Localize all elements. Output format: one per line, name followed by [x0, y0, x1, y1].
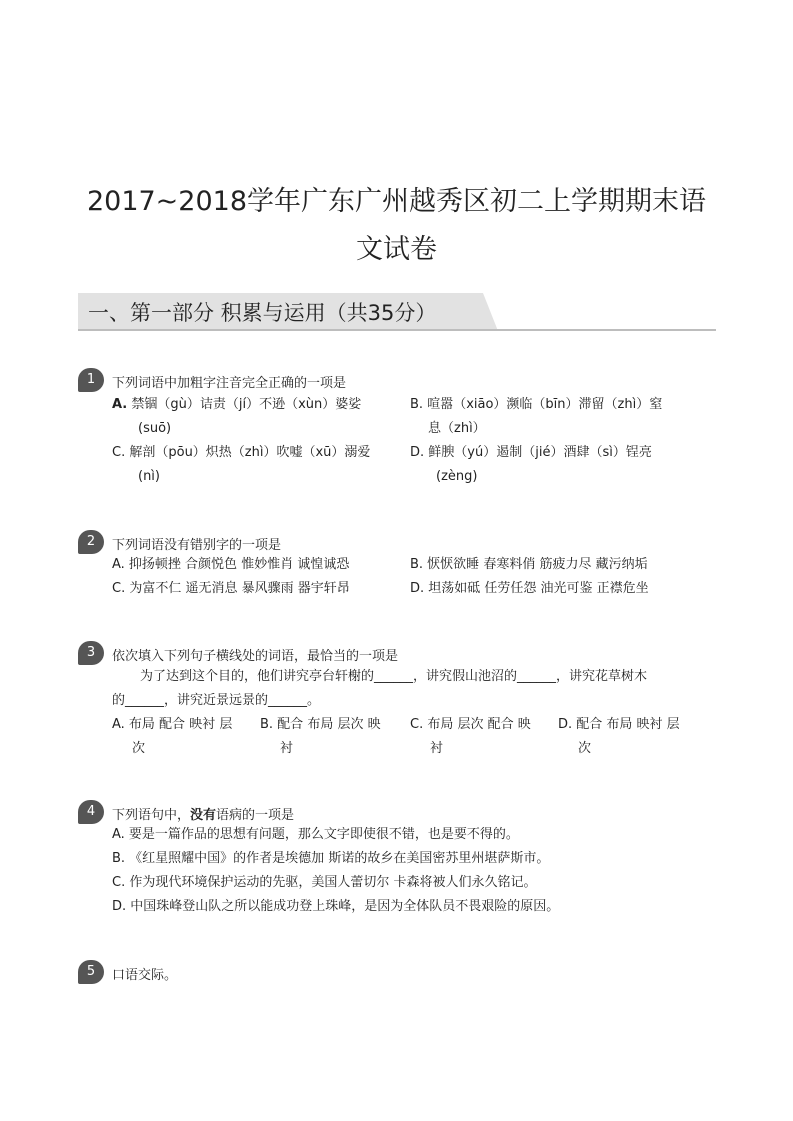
option-text: 解剖（pōu）炽热（zhì）吹嘘（xū）溺爱	[129, 445, 371, 460]
option-a[interactable]: A. 要是一篇作品的思想有问题，那么文字即使很不错，也是要不得的。	[112, 827, 519, 842]
option-letter: B.	[410, 397, 424, 412]
option-letter: A.	[112, 397, 128, 412]
option-d[interactable]: D. 中国珠峰登山队之所以能成功登上珠峰，是因为全体队员不畏艰险的原因。	[112, 899, 560, 914]
option-text-cont: (nì)	[138, 469, 160, 484]
option-d[interactable]	[558, 713, 680, 761]
question-stem: 依次填入下列句子横线处的词语，最恰当的一项是	[112, 649, 399, 664]
option-text: 喧嚣（xiāo）濒临（bīn）滞留（zhì）窒	[427, 397, 663, 412]
option-a[interactable]	[112, 393, 412, 441]
question-stem: 下列词语中加粗字注音完全正确的一项是	[112, 376, 347, 391]
option-letter: C.	[112, 445, 126, 460]
question-stem: 口语交际。	[112, 968, 178, 983]
option-c[interactable]	[112, 441, 412, 489]
question-1	[78, 368, 718, 492]
passage-line-1: 为了达到这个目的，他们讲究亭台轩榭的______，讲究假山池沼的______，讲究花草树木	[140, 669, 648, 684]
stem-text: 语病的一项是	[216, 808, 295, 823]
option-c[interactable]: C. 作为现代环境保护运动的先驱，美国人蕾切尔 卡森将被人们永久铭记。	[112, 875, 537, 890]
question-stem	[112, 804, 294, 823]
option-text: 鲜腴（yú）遏制（jié）酒肆（sì）锃亮	[428, 445, 652, 460]
option-text-cont: 次	[578, 741, 592, 756]
question-3	[78, 641, 718, 766]
passage-line-2: 的______，讲究近景远景的______。	[112, 693, 321, 708]
option-c[interactable]	[410, 713, 531, 761]
option-b[interactable]	[410, 393, 710, 441]
section-divider	[78, 329, 716, 331]
option-text-cont: 衬	[430, 741, 444, 756]
option-b[interactable]: B. 恹恹欲睡 春寒料俏 筋疲力尽 藏污纳垢	[410, 557, 648, 572]
question-4	[78, 800, 718, 925]
option-b[interactable]	[260, 713, 381, 761]
question-2	[78, 530, 718, 605]
option-text: C. 布局 层次 配合 映	[410, 717, 531, 732]
option-a[interactable]: A. 抑扬顿挫 合颜悦色 惟妙惟肖 诚惶诚恐	[112, 557, 350, 572]
question-number-badge: 5	[78, 960, 104, 984]
question-number-badge: 1	[78, 368, 104, 392]
section-title: 一、第一部分 积累与运用（共35分）	[88, 301, 437, 325]
title-line-2: 文试卷	[356, 234, 437, 265]
section-header	[78, 293, 716, 331]
option-d[interactable]	[410, 441, 710, 489]
question-number-badge: 3	[78, 641, 104, 665]
title-line-1: 2017~2018学年广东广州越秀区初二上学期期末语	[86, 186, 707, 217]
option-text: D. 配合 布局 映衬 层	[558, 717, 680, 732]
option-a[interactable]	[112, 713, 232, 761]
stem-text: 下列语句中，	[112, 808, 191, 823]
option-letter: D.	[410, 445, 425, 460]
question-5	[78, 960, 718, 990]
question-number-badge: 4	[78, 800, 104, 824]
option-text-cont: 息（zhì）	[428, 421, 486, 436]
option-b[interactable]: B. 《红星照耀中国》的作者是埃德加 斯诺的故乡在美国密苏里州堪萨斯市。	[112, 851, 550, 866]
option-text-cont: (suō)	[138, 421, 172, 436]
question-number-badge: 2	[78, 530, 104, 554]
option-c[interactable]: C. 为富不仁 遥无消息 暴风骤雨 器宇轩昂	[112, 581, 350, 596]
stem-emphasis: 没有	[190, 808, 217, 823]
option-d[interactable]: D. 坦荡如砥 任劳任怨 油光可鉴 正襟危坐	[410, 581, 649, 596]
option-text-cont: 衬	[280, 741, 294, 756]
option-text-cont: 次	[132, 741, 146, 756]
option-text-cont: (zèng)	[436, 469, 478, 484]
page-title	[60, 178, 733, 274]
option-text: B. 配合 布局 层次 映	[260, 717, 381, 732]
option-text: 禁锢（gù）诘责（jí）不逊（xùn）婆娑	[131, 397, 362, 412]
question-passage	[112, 665, 712, 713]
option-text: A. 布局 配合 映衬 层	[112, 717, 233, 732]
question-stem: 下列词语没有错别字的一项是	[112, 538, 282, 553]
